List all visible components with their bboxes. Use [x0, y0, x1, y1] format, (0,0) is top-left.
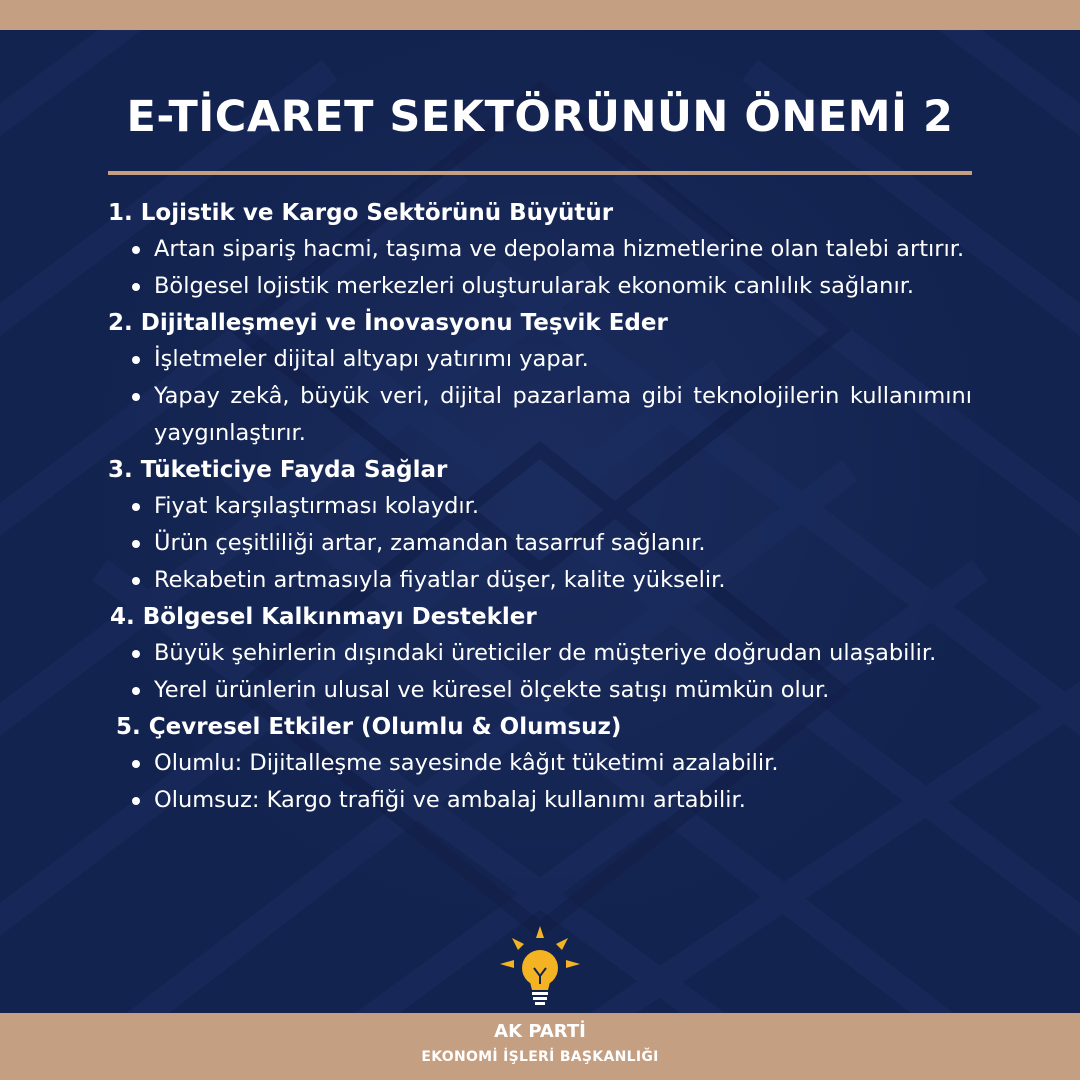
lightbulb-icon — [498, 924, 582, 1008]
top-band — [0, 0, 1080, 30]
footer-dept: EKONOMİ İŞLERİ BAŞKANLIĞI — [421, 1049, 659, 1065]
list-item: Artan sipariş hacmi, taşıma ve depolama hizmetlerine olan talebi artırır. — [108, 231, 972, 268]
page-title: E-TİCARET SEKTÖRÜNÜN ÖNEMİ 2 — [126, 92, 954, 142]
section-heading: 5. Çevresel Etkiler (Olumlu & Olumsuz) — [116, 714, 622, 740]
section-4 — [108, 599, 972, 709]
list-item: İşletmeler dijital altyapı yatırımı yapar. — [108, 341, 972, 378]
list-item: Fiyat karşılaştırması kolaydır. — [108, 488, 972, 525]
section-5 — [108, 709, 972, 819]
content-list — [108, 195, 972, 819]
section-heading: 1. Lojistik ve Kargo Sektörünü Büyütür — [108, 200, 614, 226]
title-divider — [108, 171, 972, 175]
footer — [0, 1013, 1080, 1080]
section-2 — [108, 305, 972, 452]
section-heading: 3. Tüketiciye Fayda Sağlar — [108, 457, 448, 483]
list-item: Bölgesel lojistik merkezleri oluşturularak ekonomik canlılık sağlanır. — [108, 268, 972, 305]
list-item: Olumsuz: Kargo trafiği ve ambalaj kullanımı artabilir. — [108, 782, 972, 819]
section-1 — [108, 195, 972, 305]
list-item: Yerel ürünlerin ulusal ve küresel ölçekte satışı mümkün olur. — [108, 672, 972, 709]
list-item: Yapay zekâ, büyük veri, dijital pazarlama gibi teknolojilerin kullanımını yaygınlaştırır. — [108, 378, 972, 452]
section-heading: 2. Dijitalleşmeyi ve İnovasyonu Teşvik Eder — [108, 310, 668, 336]
content-panel — [0, 30, 1080, 1013]
list-item: Büyük şehirlerin dışındaki üreticiler de müşteriye doğrudan ulaşabilir. — [108, 635, 972, 672]
list-item: Ürün çeşitliliği artar, zamandan tasarruf sağlanır. — [108, 525, 972, 562]
list-item: Olumlu: Dijitalleşme sayesinde kâğıt tüketimi azalabilir. — [108, 745, 972, 782]
list-item: Rekabetin artmasıyla fiyatlar düşer, kalite yükselir. — [108, 562, 972, 599]
section-heading: 4. Bölgesel Kalkınmayı Destekler — [110, 604, 537, 630]
section-3 — [108, 452, 972, 599]
footer-org: AK PARTİ — [494, 1021, 586, 1042]
